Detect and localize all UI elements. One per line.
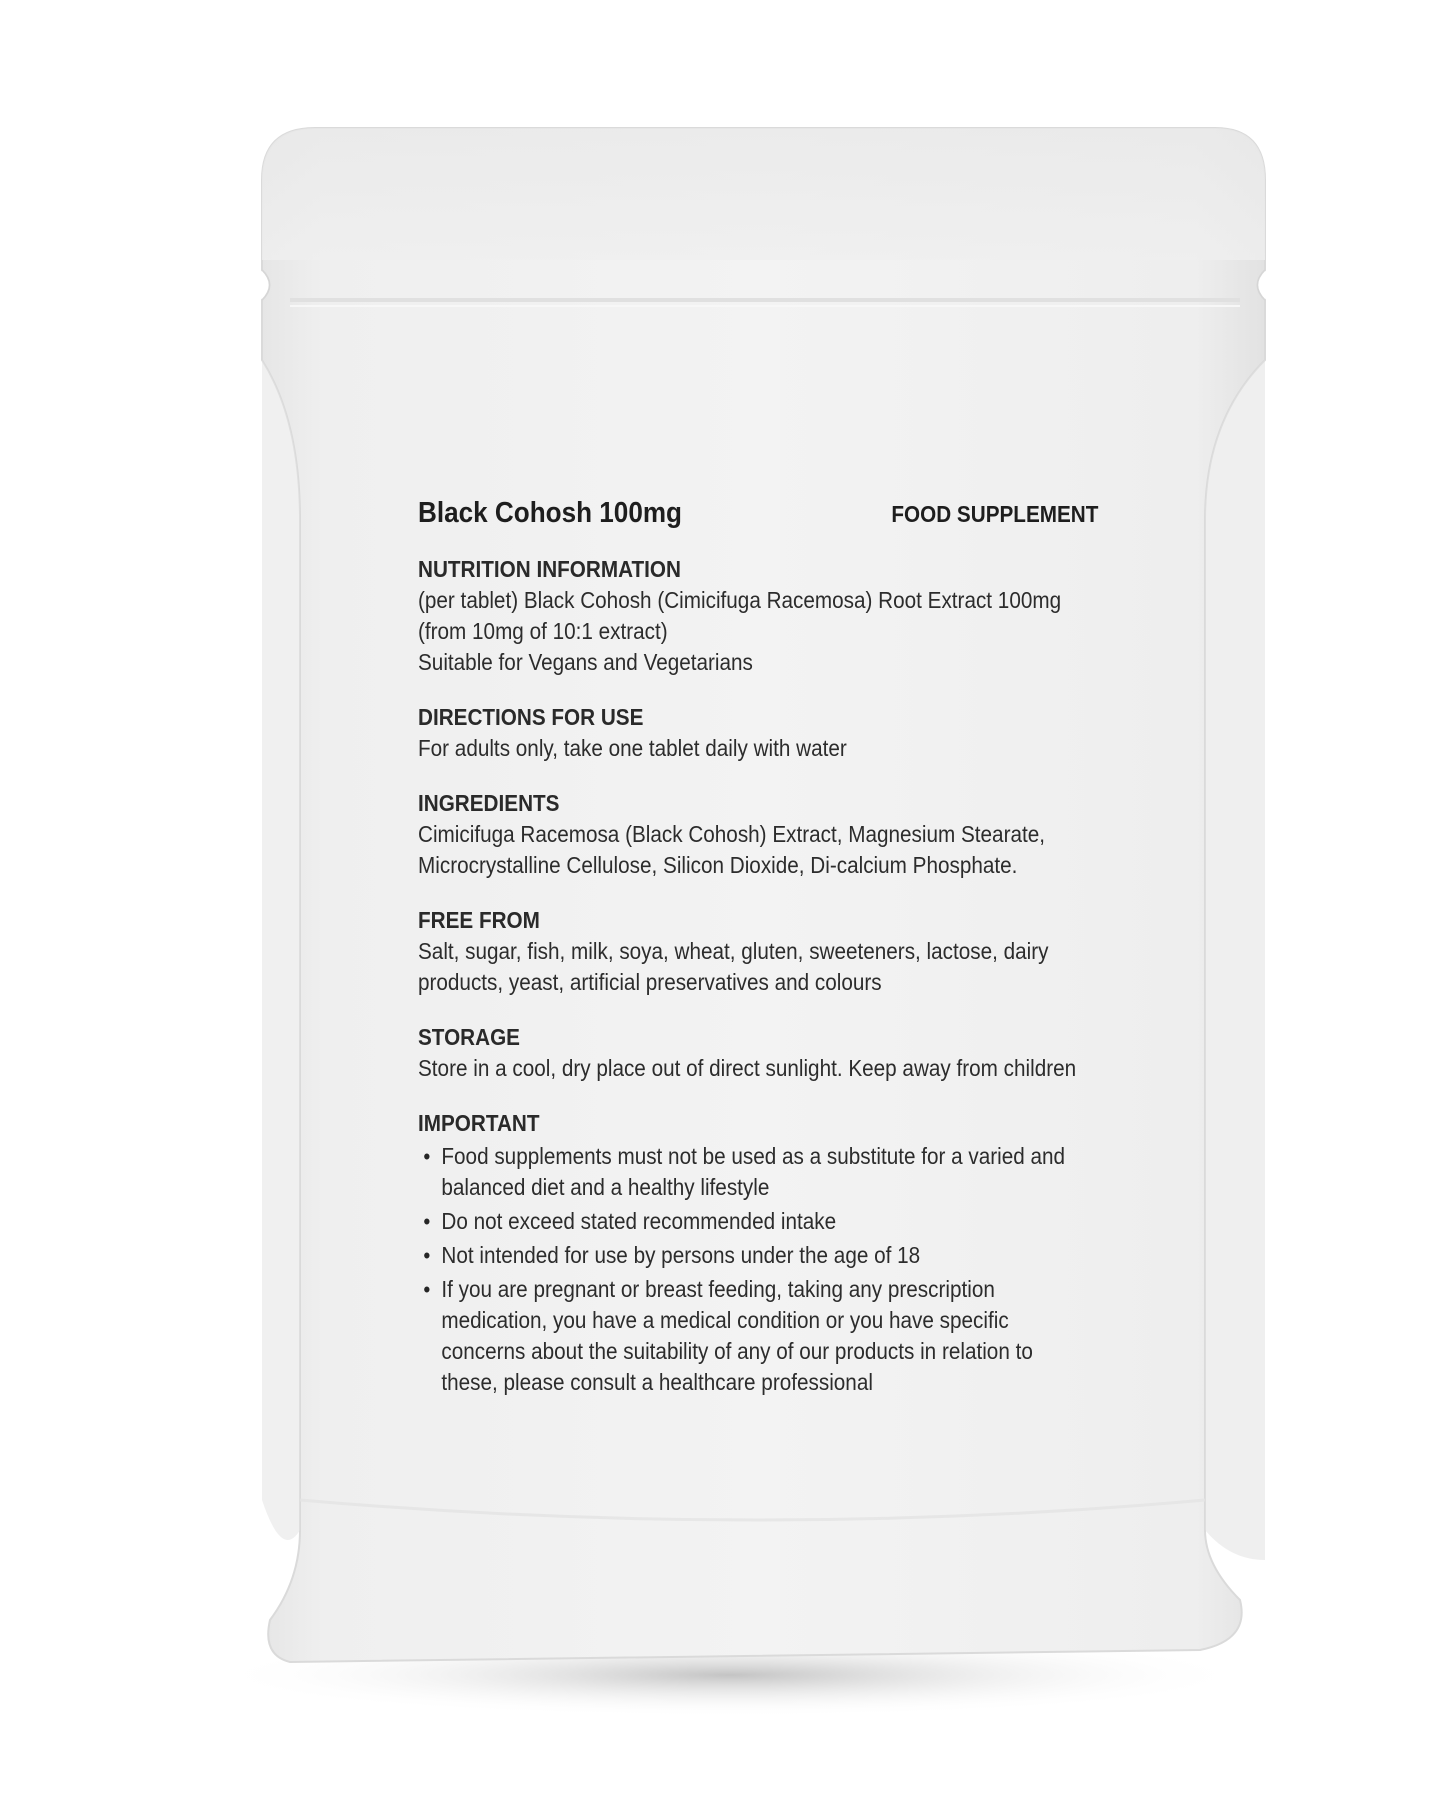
bullet-icon: • xyxy=(423,1277,431,1302)
important-line: If you are pregnant or breast feeding, taking any prescription xyxy=(441,1276,995,1302)
free-from-heading: FREE FROM xyxy=(418,907,540,933)
important-line: Not intended for use by persons under the age of 18 xyxy=(441,1242,921,1268)
ingredients-section xyxy=(418,788,1046,881)
product-label xyxy=(418,497,1099,1401)
label-title-row xyxy=(418,497,1098,530)
nutrition-section xyxy=(418,554,1062,678)
nutrition-line: (per tablet) Black Cohosh (Cimicifuga Racemosa) Root Extract 100mg xyxy=(418,587,1062,613)
important-list xyxy=(418,1141,1066,1398)
bullet-icon: • xyxy=(423,1243,431,1268)
important-line: Food supplements must not be used as a substitute for a varied and xyxy=(441,1143,1066,1169)
directions-section xyxy=(418,702,1030,764)
free-from-line: products, yeast, artificial preservatives and colours xyxy=(418,969,882,995)
free-from-line: Salt, sugar, fish, milk, soya, wheat, gluten, sweeteners, lactose, dairy xyxy=(418,938,1049,964)
important-line: Do not exceed stated recommended intake xyxy=(441,1208,837,1234)
storage-heading: STORAGE xyxy=(418,1024,520,1050)
important-list-item xyxy=(418,1274,1033,1398)
free-from-section xyxy=(418,905,1049,998)
storage-section xyxy=(418,1022,1077,1084)
top-seal xyxy=(262,128,1265,260)
bullet-icon: • xyxy=(423,1209,431,1234)
product-name: Black Cohosh 100mg xyxy=(418,497,682,529)
important-line: medication, you have a medical condition or you have specific xyxy=(441,1307,1009,1333)
important-line: concerns about the suitability of any of our products in relation to xyxy=(441,1338,1033,1364)
storage-line: Store in a cool, dry place out of direct sunlight. Keep away from children xyxy=(418,1055,1077,1081)
nutrition-heading: NUTRITION INFORMATION xyxy=(418,556,681,582)
nutrition-line: Suitable for Vegans and Vegetarians xyxy=(418,649,753,675)
important-heading: IMPORTANT xyxy=(418,1110,540,1136)
directions-heading: DIRECTIONS FOR USE xyxy=(418,704,644,730)
important-list-item xyxy=(418,1141,1066,1203)
bullet-icon: • xyxy=(423,1144,431,1169)
important-line: these, please consult a healthcare professional xyxy=(441,1369,873,1395)
nutrition-line: (from 10mg of 10:1 extract) xyxy=(418,618,668,644)
directions-line: For adults only, take one tablet daily with water xyxy=(418,735,847,761)
important-line: balanced diet and a healthy lifestyle xyxy=(441,1174,770,1200)
ingredients-line: Cimicifuga Racemosa (Black Cohosh) Extract, Magnesium Stearate, xyxy=(418,821,1046,847)
product-category: FOOD SUPPLEMENT xyxy=(891,501,1099,527)
important-section xyxy=(418,1108,1066,1398)
ingredients-line: Microcrystalline Cellulose, Silicon Dioxide, Di-calcium Phosphate. xyxy=(418,852,1018,878)
ingredients-heading: INGREDIENTS xyxy=(418,790,560,816)
important-list-item xyxy=(418,1240,1030,1271)
important-list-item xyxy=(418,1206,1030,1237)
